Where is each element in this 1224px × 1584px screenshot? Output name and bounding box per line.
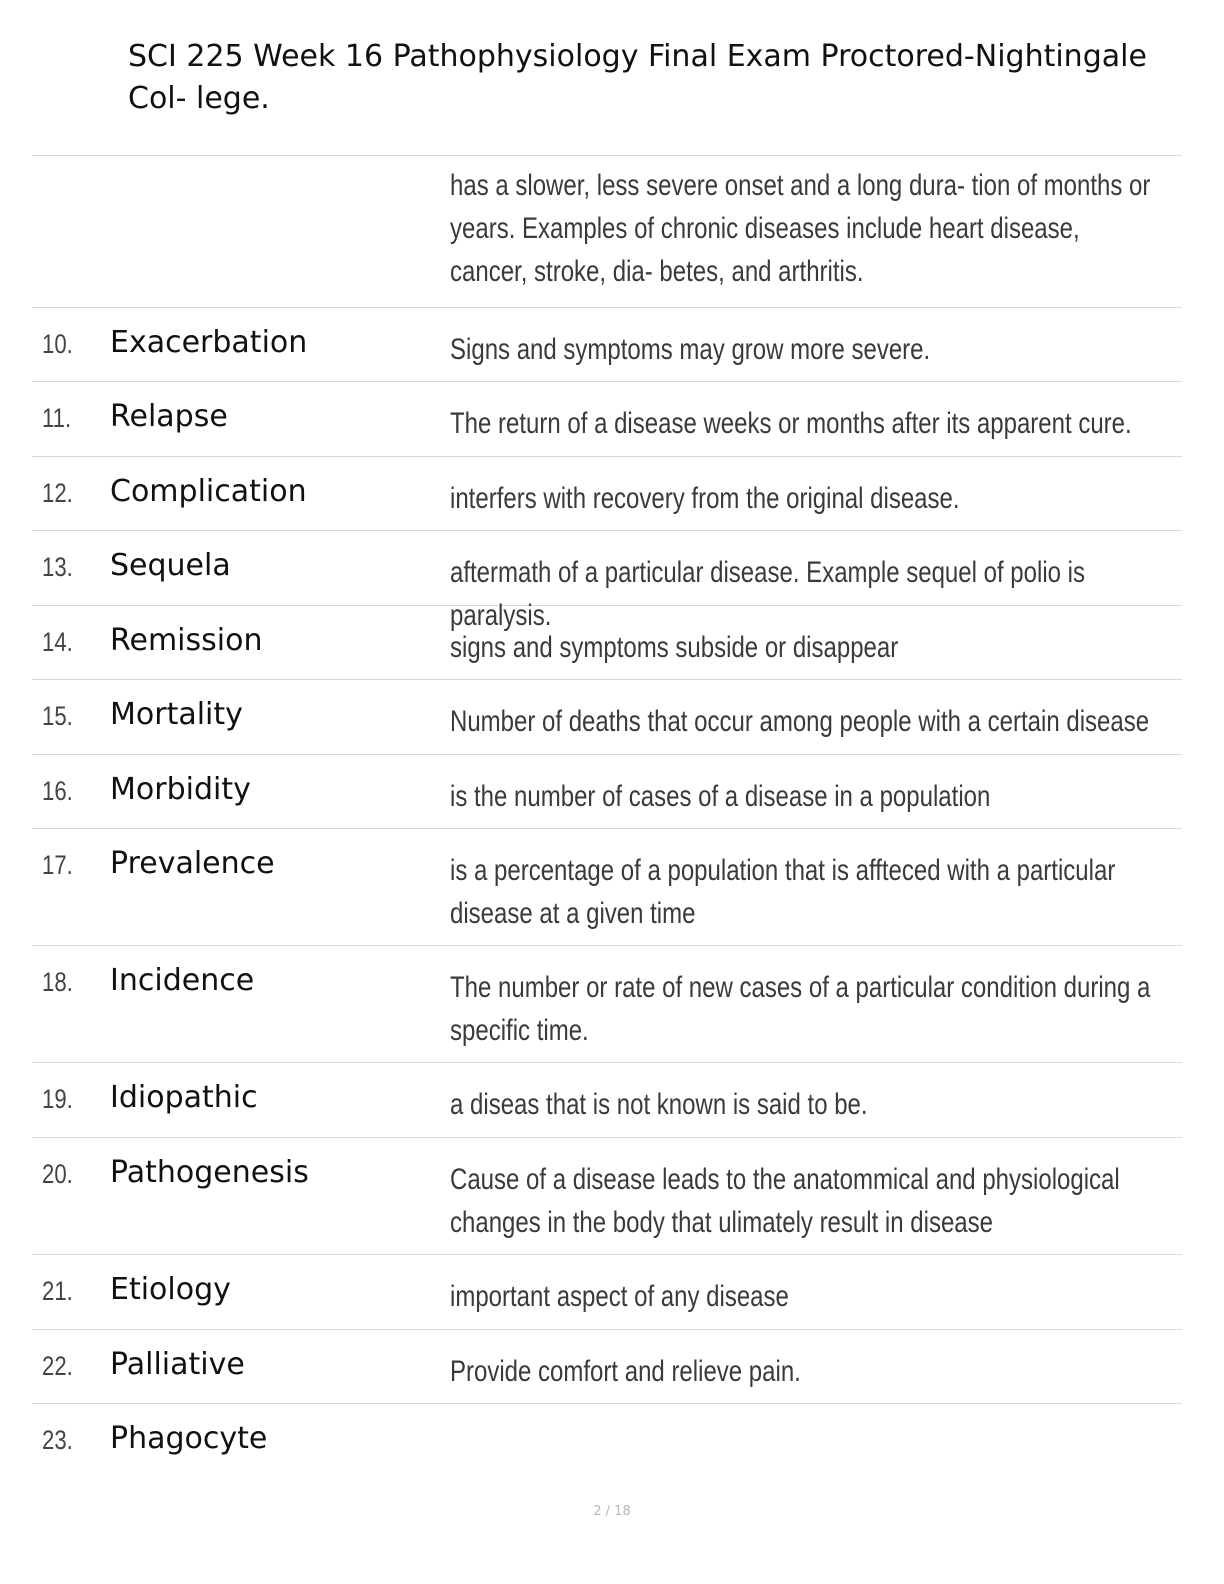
table-row xyxy=(32,1255,1182,1330)
row-term: Palliative xyxy=(110,1347,245,1382)
page-title: SCI 225 Week 16 Pathophysiology Final Exam Proctored-Nightingale Col- lege. xyxy=(128,39,1147,116)
table-row xyxy=(32,680,1182,755)
table-row xyxy=(32,946,1182,1063)
row-definition: has a slower, less severe onset and a long dura- tion of months or years. Examples of chronic diseases include heart disease, cancer, stroke, dia- betes, and arthritis. xyxy=(450,169,1151,288)
row-term: Phagocyte xyxy=(110,1421,268,1456)
table-row xyxy=(32,382,1182,457)
table-row xyxy=(32,1330,1182,1404)
table-row xyxy=(32,606,1182,680)
page-indicator: 2 / 18 xyxy=(593,1504,631,1519)
table-row xyxy=(32,755,1182,829)
row-term: Mortality xyxy=(110,697,243,732)
row-term: Relapse xyxy=(110,399,228,434)
row-number: 10. xyxy=(42,329,73,359)
row-term: Prevalence xyxy=(110,846,275,881)
table-row xyxy=(32,308,1182,382)
row-definition: interfers with recovery from the original disease. xyxy=(450,482,960,515)
row-definition: is a percentage of a population that is affteced with a particular disease at a given time xyxy=(450,854,1116,930)
row-term: Remission xyxy=(110,623,263,658)
row-number: 13. xyxy=(42,552,73,582)
table-row xyxy=(32,457,1182,531)
row-number: 14. xyxy=(42,627,73,657)
row-definition: Provide comfort and relieve pain. xyxy=(450,1355,801,1388)
row-number: 17. xyxy=(42,850,73,880)
table-row xyxy=(32,1138,1182,1255)
row-number: 21. xyxy=(42,1276,73,1306)
table-row xyxy=(32,1404,1182,1474)
row-number: 15. xyxy=(42,701,73,731)
row-term: Sequela xyxy=(110,548,231,583)
row-number: 11. xyxy=(42,403,72,433)
row-definition: a diseas that is not known is said to be. xyxy=(450,1088,868,1121)
row-term: Incidence xyxy=(110,963,255,998)
row-definition: important aspect of any disease xyxy=(450,1280,789,1313)
row-definition: The return of a disease weeks or months after its apparent cure. xyxy=(450,407,1132,440)
row-term: Exacerbation xyxy=(110,325,308,360)
row-number: 20. xyxy=(42,1159,73,1189)
row-definition: Cause of a disease leads to the anatommical and physiological changes in the body that ulimately result in disease xyxy=(450,1163,1120,1239)
row-definition: The number or rate of new cases of a particular condition during a specific time. xyxy=(450,971,1151,1047)
row-number: 22. xyxy=(42,1351,73,1381)
row-term: Idiopathic xyxy=(110,1080,258,1115)
row-definition: aftermath of a particular disease. Example sequel of polio is paralysis. xyxy=(450,556,1086,632)
terms-table xyxy=(32,155,1182,1474)
row-definition: is the number of cases of a disease in a population xyxy=(450,780,991,813)
row-number: 16. xyxy=(42,776,73,806)
table-row xyxy=(32,531,1182,632)
table-row-continuation xyxy=(32,156,1182,308)
row-term: Pathogenesis xyxy=(110,1155,309,1190)
row-definition: Number of deaths that occur among people with a certain disease xyxy=(450,705,1150,738)
table-row xyxy=(32,829,1182,946)
row-number: 12. xyxy=(42,478,73,508)
row-number: 23. xyxy=(42,1425,73,1455)
row-number: 18. xyxy=(42,967,73,997)
row-term: Complication xyxy=(110,474,307,509)
row-definition: Signs and symptoms may grow more severe. xyxy=(450,333,931,366)
row-number: 19. xyxy=(42,1084,73,1114)
row-term: Etiology xyxy=(110,1272,231,1307)
row-term: Morbidity xyxy=(110,772,251,807)
row-definition: signs and symptoms subside or disappear xyxy=(450,631,899,664)
table-row xyxy=(32,1063,1182,1138)
